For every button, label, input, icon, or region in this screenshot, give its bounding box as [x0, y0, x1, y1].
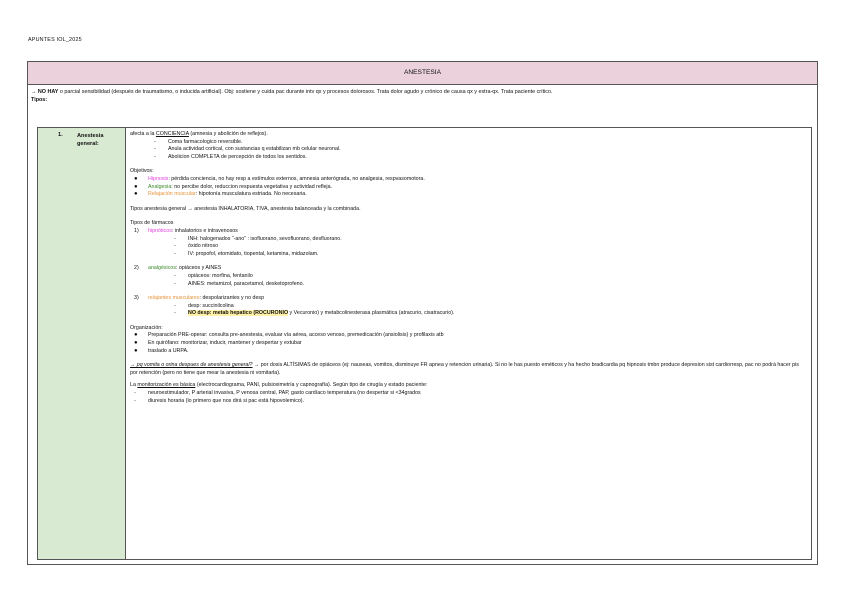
intro-text: o parcial sensibilidad (después de traumatismo, o inducida artificial). Obj: sostiene y cuida pac durante intv qx y procesos dolorosos. Trata dolor agudo y crónico de causa qx y extra-qx. Trata paciente crítico.: [58, 89, 553, 95]
section-name: Anestesia general:: [77, 133, 104, 147]
list-item: - INH: halogenados “-ano” : isofluorano, sevofluorano, desfluorano.: [174, 235, 342, 242]
tipos-anestesia-line: Tipos anestesia general → anestesia INHALATORIA, TIVA, anestesia balanceada y la combinada.: [130, 205, 361, 212]
list-item: ● traslado a URPA.: [134, 347, 189, 354]
list-item: ● Analgesia: no percibe dolor, reduccion respuesta vegetativa y actividad refleja.: [134, 183, 333, 190]
list-item: - neuroestimulador, P arterial invasiva, P venosa central, PAP, gasto cardíaco temperatura (no despertar si <34grados: [134, 390, 421, 397]
list-item: - AINES: metamizol, paracetamol, desketoprofeno.: [174, 280, 304, 287]
list-item: - opiáceos: morfina, fentanilo: [174, 272, 253, 279]
list-item: ● Relajación muscular: hipotonía musculatura estriada. No necesaria.: [134, 191, 307, 198]
section-content-cell: [126, 128, 811, 559]
farmaco-hipnoticos: 1) hipnóticos: inhalatorios e intravenosos: [134, 227, 238, 234]
anestesia-table: [27, 61, 818, 565]
tipos-table: [37, 127, 812, 560]
table-title: ANESTESIA: [28, 62, 817, 85]
list-item: - Anula actividad cortical, con sustancias q estabilizan mb celular neuronal.: [154, 146, 341, 153]
section-number: 1.: [58, 132, 63, 138]
list-item: - IV: propofol, etomidato, tiopental, ketamina, midazolam.: [174, 250, 319, 257]
intro-paragraph: [28, 85, 817, 97]
arrow-glyph: →: [31, 89, 38, 95]
list-item: - óxido nitroso: [174, 243, 219, 250]
section-label-cell: [38, 128, 126, 559]
monitorizacion-line: La monitorización es básica (electrocardiograma, PANI, pulsioximetría y capnografía). Según tipo de cirugía y estado paciente:: [130, 382, 428, 389]
list-item: ● Hipnosis: pérdida conciencia, no hay resp a estímulos externos, amnesia anterógrada, no analgesia, respvasomotora.: [134, 175, 425, 182]
list-item: - desp: succinilcolina: [174, 302, 234, 309]
objetivos-label: Objetivos:: [130, 168, 154, 175]
afecta-line: afecta a la CONCIENCIA (amnesia y abolición de reflejos).: [130, 131, 268, 137]
list-item: - Abolicion COMPLETA de percepción de todos los sentidos.: [154, 153, 307, 160]
farmaco-analgesicos: 2) analgésicos: opiáceos y AINES: [134, 265, 222, 272]
list-item: - NO desp: metab hepatico (ROCURONIO y Vecuronio) y metabcolinesterasa plasmática (atracurio, cisatracurio).: [174, 310, 455, 317]
organizacion-label: Organización:: [130, 324, 163, 331]
document-header: APUNTES IOL_2025: [28, 37, 82, 43]
list-item: - Coma farmacologico reversible.: [154, 138, 243, 145]
vomita-paragraph: → pq vomita o orina despues de anestesia general? → por dosis ALTÍSIMAS de opiáceos (ej: nauseas, vomitos, disminuye FR apnea y retencion urinaria). Si no le has puesto eméticos y ha hecho bradicardia pq hipnosis tmbn produce depresion sist cardiorresp, pac no podrá hacer pis por retención (pero no tiene que mear la anestesia ni vomitarla).: [130, 362, 799, 376]
list-item: - diuresis horaria (lo primero que nos dirá si pac está hipovolemico).: [134, 397, 305, 404]
list-item: ● Preparación PRE-operar: consulta pre-anestesia, evaluar vía aérea, acceso venoso, premedicación (ansiolisis) y profilaxis atb: [134, 332, 444, 339]
tipos-label: Tipos:: [31, 97, 48, 103]
list-item: ● En quirófano: monitorizar, inducir, mantener y despertar y extubar: [134, 340, 302, 347]
farmaco-relajantes: 3) relajantes musculares: despolarizantes y no desp: [134, 295, 265, 302]
no-hay-text: NO HAY: [37, 89, 59, 95]
farmacos-label: Tipos de fármacos: [130, 220, 174, 227]
